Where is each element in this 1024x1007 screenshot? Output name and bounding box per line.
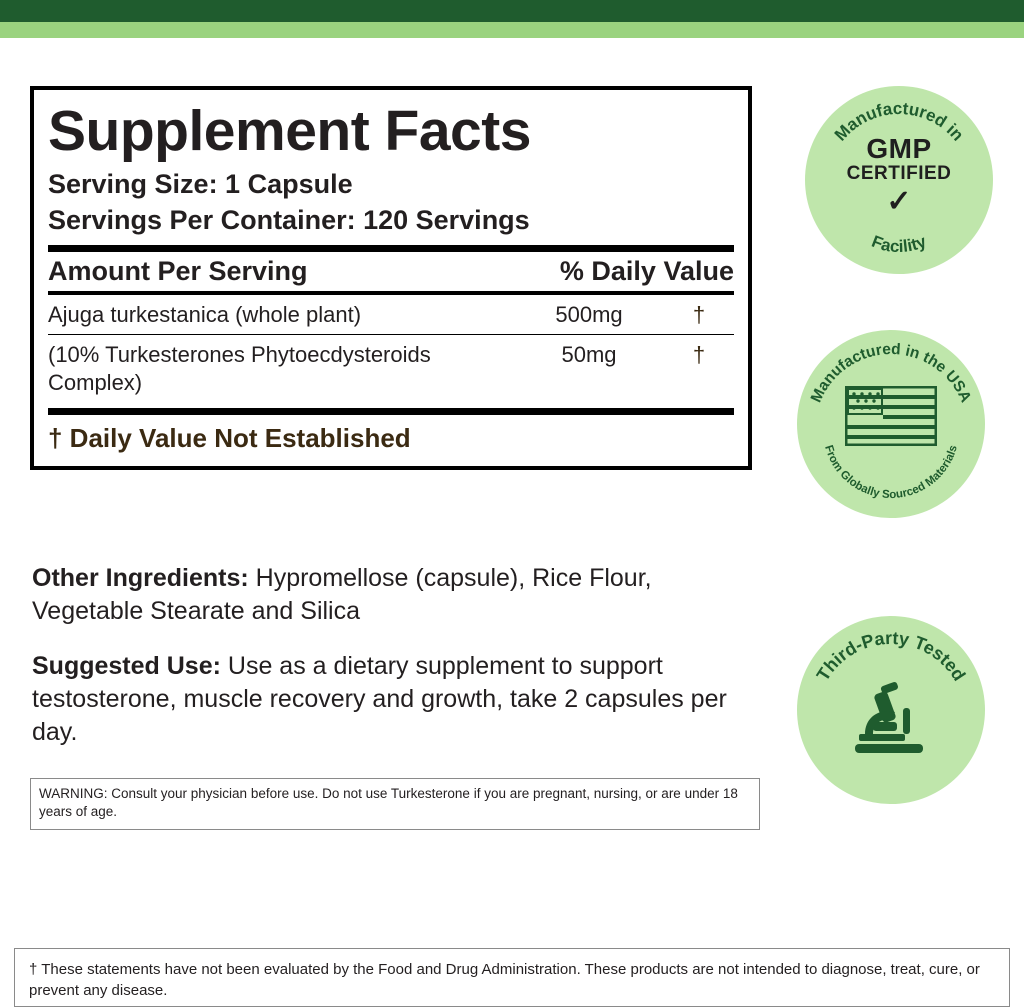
label-content: [0, 38, 1024, 1007]
fda-disclaimer-box: [14, 948, 1010, 1007]
ingredient-name: (10% Turkesterones Phytoecdysteroids Complex): [48, 342, 431, 395]
microscope-icon: [797, 678, 985, 769]
svg-text:From Globally Sourced Material: From Globally Sourced Materials: [822, 443, 960, 502]
table-row: [48, 295, 734, 335]
svg-text:Manufactured in: Manufactured in: [830, 98, 968, 145]
other-ingredients: [32, 562, 762, 628]
warning-text: WARNING: Consult your physician before use. Do not use Turkesterone if you are pregnant, nursing, or are under 18 years of age.: [39, 786, 738, 820]
badge-gmp-inner: [805, 86, 993, 274]
divider-thick-top: [48, 245, 734, 252]
ingredient-daily-value: †: [692, 342, 706, 368]
other-ingredients-text: Hypromellose (capsule), Rice Flour, Vegetable Stearate and Silica: [32, 564, 652, 625]
badge-third-party-tested: [797, 616, 985, 804]
servings-per-container: Servings Per Container: 120 Servings: [48, 205, 530, 236]
badge-gmp-main-text: GMP: [866, 133, 932, 164]
svg-text:Facility: Facility: [869, 231, 929, 257]
supplement-facts-panel: [30, 86, 752, 470]
warning-box: [30, 778, 760, 830]
badge-third-party-inner: [797, 616, 985, 804]
suggested-use-label: Suggested Use:: [32, 652, 221, 680]
daily-value-header: % Daily Value: [559, 255, 734, 286]
badge-usa-inner: [797, 330, 985, 518]
table-header-row: [48, 252, 734, 291]
badge-gmp-center: [805, 134, 993, 217]
top-accent-bar-light: [0, 22, 1024, 38]
ingredient-daily-value: †: [692, 301, 706, 327]
svg-text:Third-Party Tested: Third-Party Tested: [812, 627, 970, 685]
amount-per-serving-header: Amount Per Serving: [48, 255, 308, 286]
usa-flag-icon: [797, 386, 985, 451]
divider-thick-bottom: [48, 408, 734, 415]
suggested-use: [32, 650, 762, 749]
suggested-use-text: Use as a dietary supplement to support testosterone, muscle recovery and growth, take 2 capsules per day.: [32, 652, 727, 746]
badge-gmp-sub-text: CERTIFIED: [846, 163, 952, 185]
top-accent-bar-dark: [0, 0, 1024, 22]
serving-size: Serving Size: 1 Capsule: [48, 168, 353, 199]
badge-gmp-certified: [805, 86, 993, 274]
other-ingredients-label: Other Ingredients:: [32, 564, 249, 592]
svg-text:Manufactured in the USA: Manufactured in the USA: [807, 340, 975, 406]
ingredient-name: Ajuga turkestanica (whole plant): [48, 301, 362, 327]
check-icon: ✓: [886, 185, 912, 219]
ingredient-amount: 50mg: [561, 342, 617, 368]
ingredient-amount: 500mg: [555, 301, 623, 327]
badge-made-in-usa: [797, 330, 985, 518]
fda-disclaimer-text: † These statements have not been evaluated by the Food and Drug Administration. These products are not intended to diagnose, treat, cure, or prevent any disease.: [29, 961, 980, 999]
supplement-facts-title: Supplement Facts: [48, 99, 531, 163]
daily-value-footnote: † Daily Value Not Established: [48, 423, 411, 454]
table-row: [48, 335, 734, 402]
